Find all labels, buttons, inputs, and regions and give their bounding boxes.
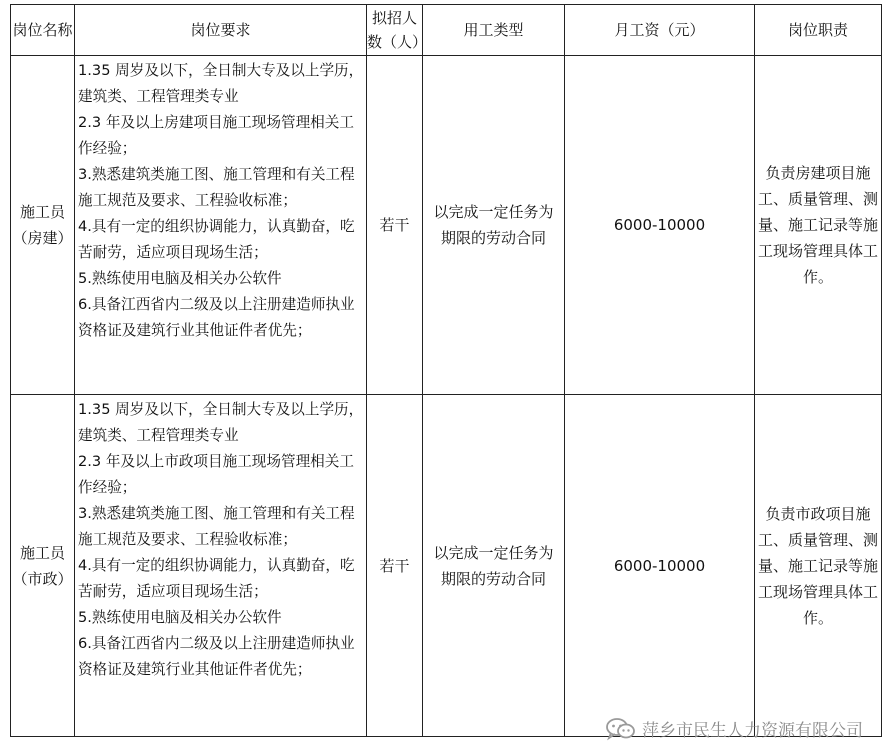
- requirement-item: 4.具有一定的组织协调能力，认真勤奋，吃苦耐劳，适应项目现场生活；: [78, 557, 355, 600]
- requirement-item: 1.35 周岁及以下，全日制大专及以上学历，建筑类、工程管理类专业: [78, 401, 364, 444]
- header-salary: 月工资（元）: [565, 5, 755, 56]
- requirement-item: 3.熟悉建筑类施工图、施工管理和有关工程施工规范及要求、工程验收标准；: [78, 166, 355, 209]
- job-table: [10, 4, 882, 737]
- monthly-salary: 6000-10000: [565, 56, 755, 395]
- header-name: 岗位名称: [11, 5, 75, 56]
- requirement-item: 1.35 周岁及以下，全日制大专及以上学历，建筑类、工程管理类专业: [78, 62, 364, 105]
- requirement-item: 5.熟练使用电脑及相关办公软件: [78, 609, 282, 626]
- requirements-cell: [75, 56, 367, 395]
- header-duty: 岗位职责: [755, 5, 882, 56]
- requirement-item: 6.具备江西省内二级及以上注册建造师执业资格证及建筑行业其他证件者优先；: [78, 296, 355, 339]
- employment-type: 以完成一定任务为期限的劳动合同: [423, 56, 565, 395]
- wechat-icon: [606, 717, 636, 741]
- header-count: 拟招人数（人）: [367, 5, 423, 56]
- requirement-item: 2.3 年及以上市政项目施工现场管理相关工作经验；: [78, 453, 354, 496]
- watermark: [606, 716, 863, 741]
- requirements-cell: [75, 395, 367, 737]
- header-requirements: 岗位要求: [75, 5, 367, 56]
- table-row: [11, 395, 882, 737]
- requirement-item: 5.熟练使用电脑及相关办公软件: [78, 270, 282, 287]
- job-duty: 负责市政项目施工、质量管理、测量、施工记录等施工现场管理具体工作。: [755, 395, 882, 737]
- header-type: 用工类型: [423, 5, 565, 56]
- requirement-item: 4.具有一定的组织协调能力，认真勤奋，吃苦耐劳，适应项目现场生活；: [78, 218, 355, 261]
- requirement-item: 2.3 年及以上房建项目施工现场管理相关工作经验；: [78, 114, 354, 157]
- position-name: 施工员（房建）: [11, 56, 75, 395]
- requirement-item: 6.具备江西省内二级及以上注册建造师执业资格证及建筑行业其他证件者优先；: [78, 635, 355, 678]
- hire-count: 若干: [367, 395, 423, 737]
- job-duty: 负责房建项目施工、质量管理、测量、施工记录等施工现场管理具体工作。: [755, 56, 882, 395]
- monthly-salary: 6000-10000: [565, 395, 755, 737]
- table-row: [11, 56, 882, 395]
- employment-type: 以完成一定任务为期限的劳动合同: [423, 395, 565, 737]
- hire-count: 若干: [367, 56, 423, 395]
- position-name: 施工员（市政）: [11, 395, 75, 737]
- requirement-item: 3.熟悉建筑类施工图、施工管理和有关工程施工规范及要求、工程验收标准；: [78, 505, 355, 548]
- watermark-text: 萍乡市民生人力资源有限公司: [642, 721, 863, 741]
- table-header-row: [11, 5, 882, 56]
